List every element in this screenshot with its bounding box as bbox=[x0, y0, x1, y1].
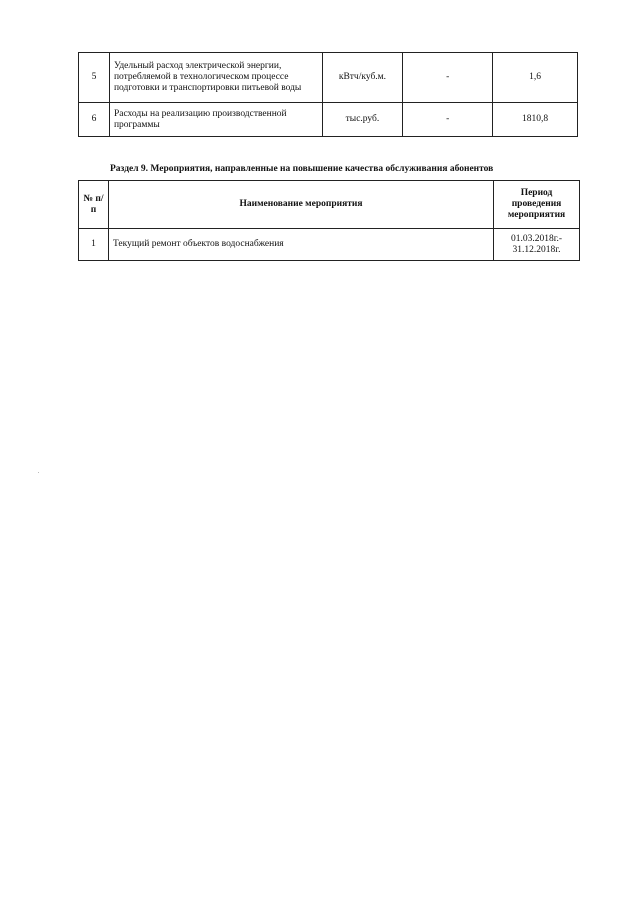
row-number: 6 bbox=[79, 103, 110, 137]
header-num: № п/п bbox=[79, 181, 109, 229]
row-number: 1 bbox=[79, 229, 109, 261]
indicator-value-b: 1810,8 bbox=[493, 103, 578, 137]
row-number: 5 bbox=[79, 53, 110, 103]
indicator-unit: тыс.руб. bbox=[322, 103, 403, 137]
indicators-table bbox=[78, 52, 578, 137]
measures-table bbox=[78, 180, 580, 261]
table-row bbox=[79, 53, 578, 103]
indicator-value-a: - bbox=[403, 103, 493, 137]
table-row bbox=[79, 229, 580, 261]
header-name: Наименование мероприятия bbox=[108, 181, 493, 229]
header-period: Период проведения мероприятия bbox=[494, 181, 580, 229]
table-header-row bbox=[79, 181, 580, 229]
indicator-name: Расходы на реализацию производственной программы bbox=[109, 103, 322, 137]
indicator-unit: кВтч/куб.м. bbox=[322, 53, 403, 103]
indicator-value-b: 1,6 bbox=[493, 53, 578, 103]
indicator-name: Удельный расход электрической энергии, потребляемой в технологическом процессе подготовки и транспортировки питьевой воды bbox=[109, 53, 322, 103]
indicator-value-a: - bbox=[403, 53, 493, 103]
section-title: Раздел 9. Мероприятия, направленные на повышение качества обслуживания абонентов bbox=[110, 164, 494, 174]
measure-name: Текущий ремонт объектов водоснабжения bbox=[108, 229, 493, 261]
table-row bbox=[79, 103, 578, 137]
measure-period: 01.03.2018г.- 31.12.2018г. bbox=[494, 229, 580, 261]
scan-speck bbox=[38, 472, 39, 473]
